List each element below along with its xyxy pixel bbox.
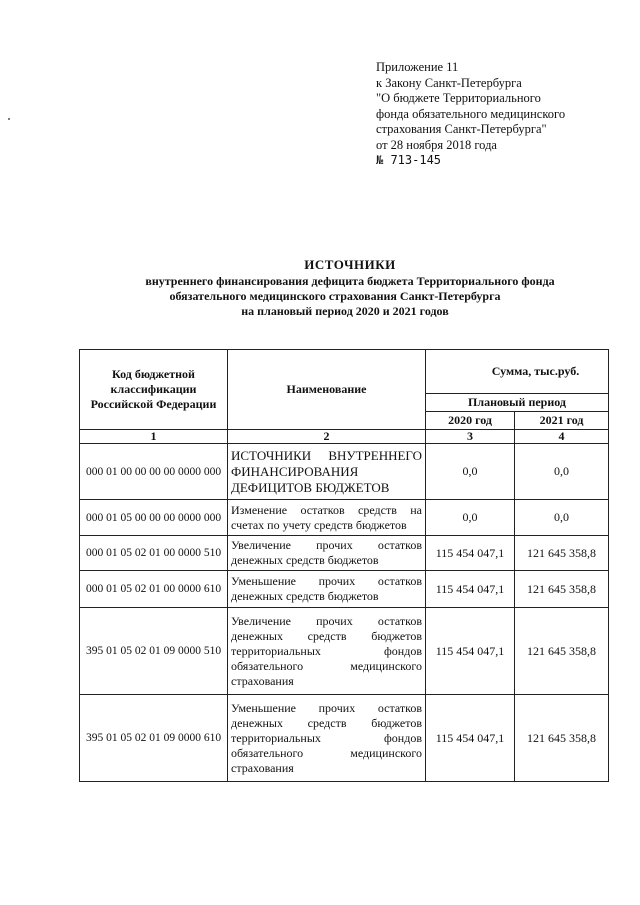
row-code: 395 01 05 02 01 09 0000 610 [80, 695, 228, 782]
appendix-line: к Закону Санкт-Петербурга [376, 75, 522, 90]
column-index-row [80, 430, 609, 444]
row-value-2021: 121 645 358,8 [515, 571, 609, 608]
row-value-2020: 115 454 047,1 [426, 571, 515, 608]
appendix-header [376, 60, 606, 169]
scan-speck [8, 118, 10, 120]
header-code: Код бюджетной классификации Российской Федерации [80, 350, 228, 430]
table-row [80, 695, 609, 782]
row-name: ИСТОЧНИКИ ВНУТРЕННЕГО ФИНАНСИРОВАНИЯ ДЕФИЦИТОВ БЮДЖЕТОВ [228, 444, 426, 500]
table-row [80, 571, 609, 608]
row-name: Уменьшение прочих остатков денежных средств бюджетов территориальных фондов обязательного медицинского страхования [228, 695, 426, 782]
row-name: Увеличение прочих остатков денежных средств бюджетов территориальных фондов обязательного медицинского страхования [228, 608, 426, 695]
appendix-line: "О бюджете Территориального [376, 91, 541, 105]
row-value-2021: 121 645 358,8 [515, 695, 609, 782]
header-name: Наименование [228, 350, 426, 430]
header-period: Плановый период [426, 394, 609, 412]
title-line: внутреннего финансирования дефицита бюджета Территориального фонда [145, 274, 555, 288]
row-code: 000 01 05 02 01 00 0000 510 [80, 536, 228, 571]
column-index: 4 [515, 430, 609, 444]
row-code: 000 01 00 00 00 00 0000 000 [80, 444, 228, 500]
column-index: 3 [426, 430, 515, 444]
row-value-2020: 115 454 047,1 [426, 695, 515, 782]
row-value-2021: 121 645 358,8 [515, 536, 609, 571]
title-line: на плановый период 2020 и 2021 годов [241, 304, 449, 318]
row-value-2021: 0,0 [515, 500, 609, 536]
financing-sources-table [79, 349, 609, 782]
appendix-line: страхования Санкт-Петербурга" [376, 122, 547, 136]
row-value-2021: 121 645 358,8 [515, 608, 609, 695]
appendix-line: от 28 ноября 2018 года [376, 137, 497, 152]
row-code: 000 01 05 02 01 00 0000 610 [80, 571, 228, 608]
table-row [80, 608, 609, 695]
column-index: 2 [228, 430, 426, 444]
row-value-2021: 0,0 [515, 444, 609, 500]
row-name: Увеличение прочих остатков денежных средств бюджетов [228, 536, 426, 571]
row-code: 000 01 05 00 00 00 0000 000 [80, 500, 228, 536]
row-value-2020: 0,0 [426, 500, 515, 536]
header-sum: Сумма, тыс.руб. [426, 350, 609, 394]
row-value-2020: 0,0 [426, 444, 515, 500]
document-title [60, 257, 640, 319]
row-name: Уменьшение прочих остатков денежных средств бюджетов [228, 571, 426, 608]
header-year-2020: 2020 год [426, 412, 515, 430]
title-line: обязательного медицинского страхования Санкт-Петербурга [169, 289, 501, 303]
table-row [80, 500, 609, 536]
appendix-line: фонда обязательного медицинского [376, 106, 566, 121]
column-index: 1 [80, 430, 228, 444]
header-year-2021: 2021 год [515, 412, 609, 430]
title-heading: ИСТОЧНИКИ [304, 257, 396, 272]
table-row [80, 536, 609, 571]
law-number: № 713-145 [376, 153, 442, 167]
row-value-2020: 115 454 047,1 [426, 536, 515, 571]
appendix-line: Приложение 11 [376, 60, 459, 74]
row-code: 395 01 05 02 01 09 0000 510 [80, 608, 228, 695]
row-name: Изменение остатков средств на счетах по учету средств бюджетов [228, 500, 426, 536]
table-row [80, 444, 609, 500]
row-value-2020: 115 454 047,1 [426, 608, 515, 695]
